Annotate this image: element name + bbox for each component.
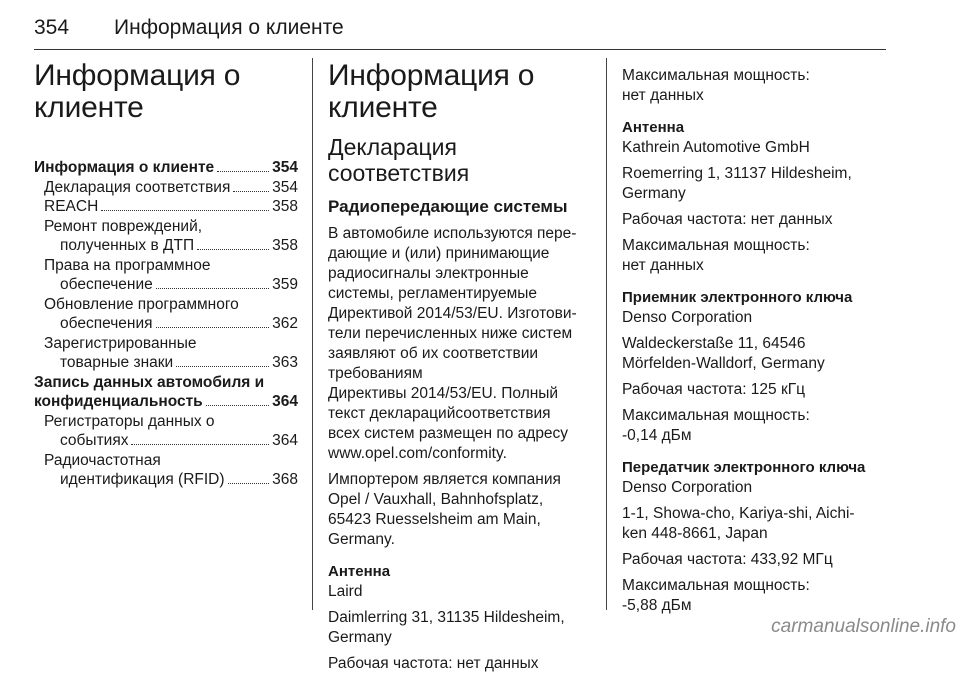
- antenna2-address: Roemerring 1, 31137 Hildesheim, Germany: [622, 165, 852, 202]
- toc-entry[interactable]: REACH 358: [44, 198, 298, 215]
- toc-entry[interactable]: Радиочастотная идентификация (RFID) 368: [44, 451, 298, 488]
- antenna-label: Антенна: [328, 563, 391, 580]
- receiver-power: Максимальная мощность: -0,14 дБм: [622, 407, 810, 444]
- antenna2-frequency: Рабочая частота: нет данных: [622, 211, 833, 228]
- column-divider-1: [312, 58, 313, 610]
- running-title: Информация о клиенте: [114, 16, 344, 39]
- watermark: carmanualsonline.info: [771, 616, 956, 637]
- subsection-heading: Радиопередающие системы: [328, 197, 568, 216]
- antenna2-label: Антенна: [622, 119, 685, 136]
- transmitter-frequency: Рабочая частота: 433,92 МГц: [622, 551, 833, 568]
- table-of-contents: [34, 158, 298, 490]
- paragraph-directive: В автомобиле используются пере- дающие и (или) принимающие радиосигналы электронные системы, регламентируемые Директивой 2014/53/EU. Изготови- тели перечисленных ниже систем заявляют об их соответствии требованиям Директивы 2014/53/EU. Полный текст декларацийсоответствия всех систем размещен по адресу www.opel.com/conformity.: [328, 224, 590, 464]
- transmitter-maker: Denso Corporation: [622, 479, 753, 496]
- antenna-frequency: Рабочая частота: нет данных: [328, 655, 539, 672]
- toc-entry[interactable]: Информация о клиенте 354: [34, 159, 298, 176]
- toc-title: Информация о клиенте: [34, 59, 241, 124]
- receiver-label: Приемник электронного ключа: [622, 289, 853, 306]
- conformity-link[interactable]: www.opel.com/conformity.: [328, 445, 507, 462]
- section-title: Декларация соответствия: [328, 134, 470, 186]
- receiver-address: Waldeckerstaße 11, 64546 Mörfelden-Walldorf, Germany: [622, 335, 825, 372]
- transmitter-label: Передатчик электронного ключа: [622, 459, 866, 476]
- toc-entry[interactable]: Регистраторы данных о событиях 364: [44, 412, 298, 449]
- antenna-power: Максимальная мощность: нет данных: [622, 67, 810, 104]
- page-header: [34, 6, 886, 46]
- receiver-maker: Denso Corporation: [622, 309, 753, 326]
- toc-entry[interactable]: Ремонт повреждений, полученных в ДТП 358: [44, 217, 298, 254]
- antenna-address: Daimlerring 31, 31135 Hildesheim, Germany: [328, 609, 565, 646]
- antenna2-maker: Kathrein Automotive GmbH: [622, 139, 810, 156]
- chapter-title: Информация о клиенте: [328, 59, 535, 124]
- antenna2-power: Максимальная мощность: нет данных: [622, 237, 810, 274]
- toc-entry[interactable]: Запись данных автомобиля и конфиденциальность 364: [34, 373, 298, 410]
- transmitter-power: Максимальная мощность: -5,88 дБм: [622, 577, 810, 614]
- antenna-maker: Laird: [328, 583, 363, 600]
- content-column-1: [328, 52, 590, 674]
- paragraph-importer: Импортером является компания Opel / Vauxhall, Bahnhofsplatz, 65423 Ruesselsheim am Main, Germany.: [328, 471, 561, 548]
- content-column-2: [622, 62, 882, 616]
- toc-column: [34, 52, 298, 490]
- toc-entry[interactable]: Обновление программного обеспечения 362: [44, 295, 298, 332]
- transmitter-address: 1-1, Showa-cho, Kariya-shi, Aichi- ken 448-8661, Japan: [622, 505, 855, 542]
- toc-entry[interactable]: Права на программное обеспечение 359: [44, 256, 298, 293]
- toc-entry[interactable]: Декларация соответствия 354: [44, 178, 298, 196]
- toc-entry[interactable]: Зарегистрированные товарные знаки 363: [44, 334, 298, 371]
- page-number: 354: [34, 16, 70, 39]
- receiver-frequency: Рабочая частота: 125 кГц: [622, 381, 806, 398]
- column-divider-2: [606, 58, 607, 610]
- header-rule: [34, 49, 886, 50]
